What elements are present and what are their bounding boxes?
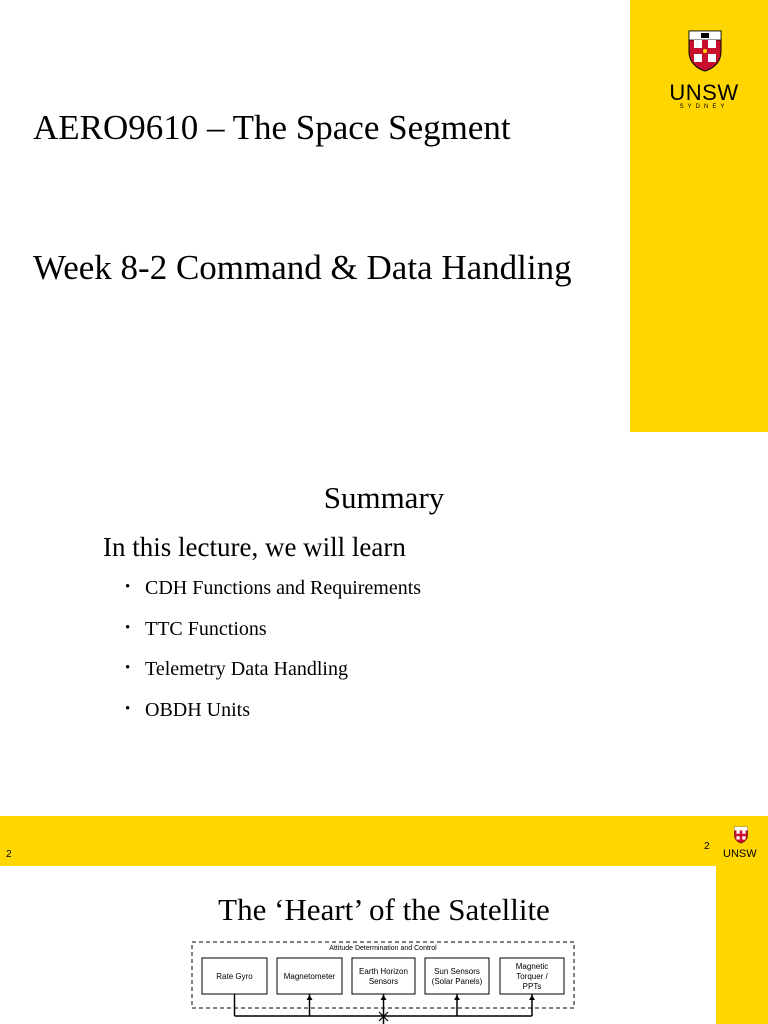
svg-text:Rate Gyro: Rate Gyro [216, 972, 253, 981]
bullet-list [125, 577, 421, 739]
list-item: • OBDH Units [125, 699, 421, 740]
unsw-wordmark: UNSW [669, 80, 739, 105]
course-title: AERO9610 – The Space Segment [33, 108, 511, 147]
sydney-subtext: SYDNEY [679, 104, 729, 110]
bullet-icon: • [125, 660, 131, 676]
bullet-icon: • [125, 700, 131, 717]
heart-slide [0, 866, 768, 1024]
box-sun-sensors [425, 958, 489, 994]
svg-text:Earth Horizon: Earth Horizon [359, 967, 408, 976]
unsw-crest-icon [734, 826, 748, 844]
box-earth-horizon-sensors [352, 958, 415, 994]
box-magnetometer [277, 958, 342, 994]
title-slide [0, 0, 768, 432]
unsw-wordmark-small: UNSW [723, 848, 757, 860]
svg-text:Magnetic: Magnetic [515, 962, 549, 971]
svg-text:PPTs: PPTs [522, 982, 542, 991]
list-item: • CDH Functions and Requirements [125, 577, 421, 618]
page-number: 2 [6, 849, 12, 860]
svg-text:Sun Sensors: Sun Sensors [434, 967, 480, 976]
slide-title: The ‘Heart’ of the Satellite [218, 892, 550, 927]
bullet-icon: • [125, 619, 131, 636]
group-label: Attitude Determination and Control [329, 945, 437, 952]
svg-text:Torquer /: Torquer / [516, 972, 548, 981]
yellow-sidebar [716, 866, 768, 1024]
bullet-icon: • [125, 579, 131, 595]
svg-text:(Solar Panels): (Solar Panels) [431, 977, 483, 986]
page-number-right: 2 [704, 841, 710, 852]
box-magnetic-torquer [500, 958, 564, 994]
summary-slide [0, 432, 768, 866]
footer-band [0, 816, 768, 866]
svg-text:Magnetometer: Magnetometer [283, 972, 336, 981]
summary-heading: Summary [323, 480, 445, 515]
list-item: • Telemetry Data Handling [125, 658, 421, 699]
box-rate-gyro [202, 958, 267, 994]
list-item: • TTC Functions [125, 618, 421, 659]
block-diagram [190, 940, 580, 1024]
intro-text: In this lecture, we will learn [103, 532, 406, 562]
arrow-heads [307, 995, 536, 1000]
svg-text:Sensors: Sensors [368, 977, 399, 986]
unsw-crest-icon [688, 30, 722, 72]
lecture-title: Week 8-2 Command & Data Handling [33, 248, 572, 287]
